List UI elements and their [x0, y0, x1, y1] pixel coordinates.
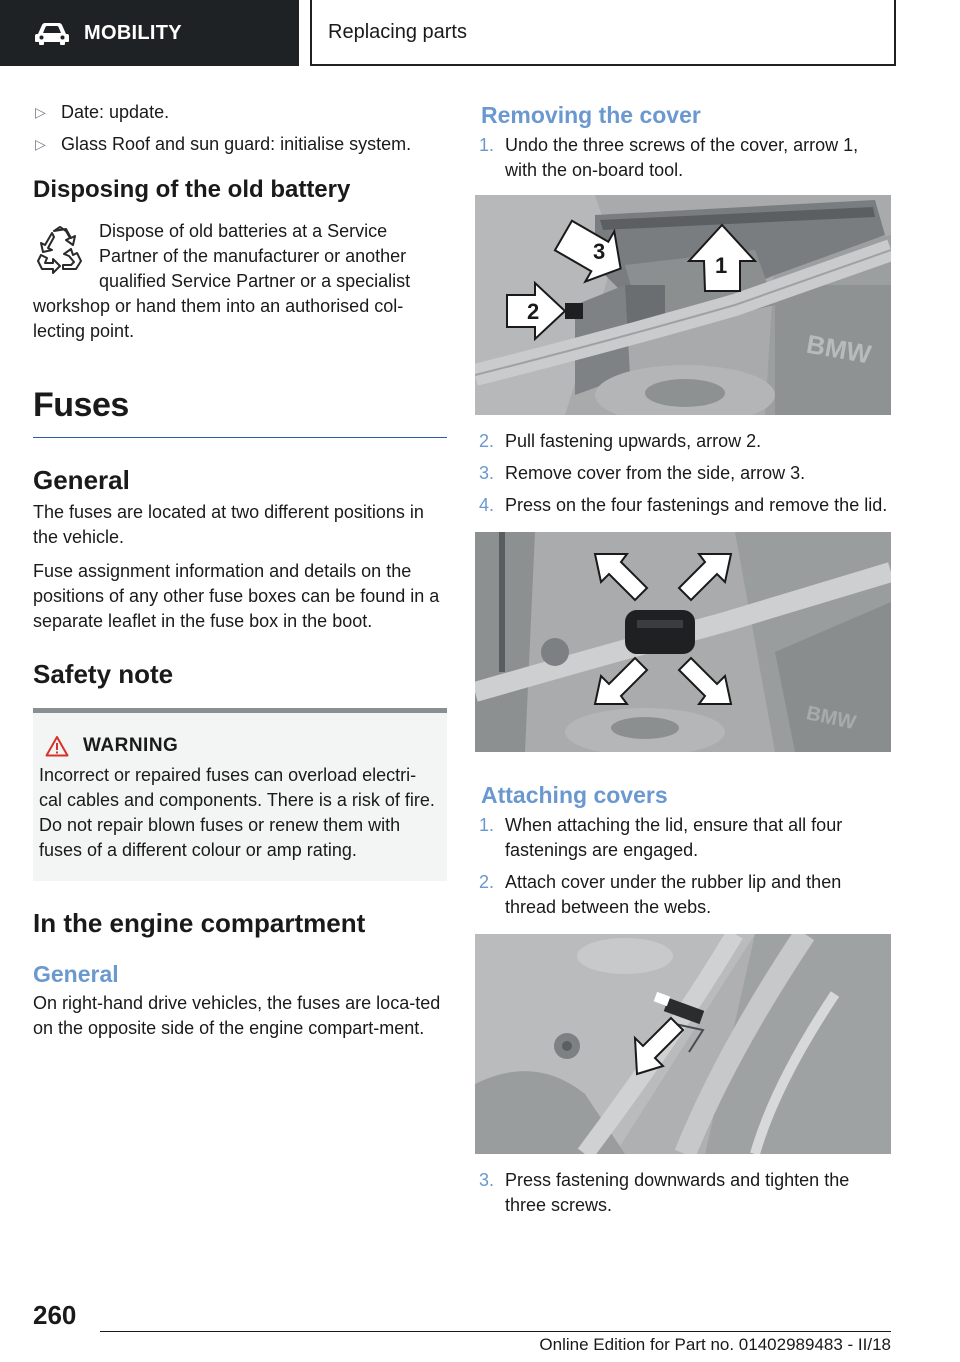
attaching-steps-final — [475, 1168, 891, 1218]
warning-triangle-icon — [45, 735, 69, 757]
photo-remove-cover — [475, 195, 891, 415]
list-item — [475, 870, 891, 920]
step-number: 1. — [479, 815, 495, 835]
step-number: 1. — [479, 135, 495, 155]
page-number: 260 — [33, 1300, 77, 1330]
step-number: 2. — [479, 872, 495, 892]
section-tab[interactable] — [0, 0, 299, 66]
list-item — [475, 1168, 891, 1218]
heading-divider — [33, 437, 447, 438]
step-text: Undo the three screws of the cover, arrow 1, with the on-board tool. — [505, 135, 859, 180]
step-text: Attach cover under the rubber lip and then thread between the webs. — [505, 872, 842, 917]
step-number: 3. — [479, 1170, 495, 1190]
step-text: Press fastening downwards and tighten the three screws. — [505, 1170, 850, 1215]
list-item — [33, 132, 447, 157]
left-column — [33, 100, 447, 1041]
removing-heading: Removing the cover — [481, 102, 701, 128]
warning-title — [45, 735, 439, 757]
arrow-label-2: 2 — [527, 299, 540, 324]
right-column — [475, 100, 891, 1225]
dispose-block — [33, 219, 447, 344]
edition-text: Online Edition for Part no. 01402989483 - II/18 — [539, 1335, 891, 1354]
step-number: 3. — [479, 463, 495, 483]
warning-text: Incorrect or repaired fuses can overload electri-cal cables and components. There is a risk of fire. Do not repair blown fuses or renew them with fuses of a different colour or amp rating. — [39, 765, 435, 860]
step-number: 4. — [479, 495, 495, 515]
step-text: Pull fastening upwards, arrow 2. — [505, 431, 762, 451]
warning-label: WARNING — [83, 735, 179, 756]
engine-general-text: On right-hand drive vehicles, the fuses are loca-ted on the opposite side of the engine compart-ment. — [33, 993, 441, 1038]
recycle-icon — [33, 223, 87, 277]
step-number: 2. — [479, 431, 495, 451]
car-icon — [34, 20, 70, 46]
chapter-tab[interactable] — [310, 0, 896, 66]
bullet-text: Date: update. — [61, 102, 170, 122]
dispose-text: Dispose of old batteries at a Service Partner of the manufacturer or another qualified Service Partner or a specialist workshop or hand them into an authorised col-lecting point. — [33, 221, 411, 341]
dispose-heading: Disposing of the old battery — [33, 176, 351, 203]
step-text: Remove cover from the side, arrow 3. — [505, 463, 806, 483]
photo-attach-cover — [475, 934, 891, 1154]
bullet-text: Glass Roof and sun guard: initialise system. — [61, 134, 412, 154]
attaching-steps — [475, 813, 891, 920]
list-item — [475, 813, 891, 863]
list-item — [475, 493, 891, 518]
list-item — [475, 133, 891, 183]
attaching-heading: Attaching covers — [481, 782, 668, 808]
engine-general-heading: General — [33, 961, 119, 987]
warning-box — [33, 708, 447, 881]
chapter-label: Replacing parts — [328, 20, 467, 43]
list-item — [475, 429, 891, 454]
removing-steps-b — [475, 429, 891, 518]
list-item — [33, 100, 447, 125]
footer-divider — [100, 1331, 891, 1332]
triangle-right-icon: ▷ — [35, 136, 46, 152]
arrow-label-3: 3 — [593, 239, 606, 264]
safety-heading: Safety note — [33, 659, 174, 689]
list-item — [475, 461, 891, 486]
fuses-heading: Fuses — [33, 386, 129, 424]
general-heading: General — [33, 465, 130, 495]
removing-steps-a — [475, 133, 891, 183]
photo-brand-mark-2: BMW — [804, 702, 858, 735]
general-paragraph-1: The fuses are located at two different positions in the vehicle. — [33, 502, 424, 547]
arrow-label-1: 1 — [715, 253, 728, 278]
page-header — [0, 0, 960, 66]
step-text: Press on the four fastenings and remove the lid. — [505, 495, 888, 515]
triangle-right-icon: ▷ — [35, 104, 46, 120]
general-paragraph-2: Fuse assignment information and details on the positions of any other fuse boxes can be found in a separate leaflet in the fuse box in the boot. — [33, 561, 440, 631]
step-text: When attaching the lid, ensure that all four fastenings are engaged. — [505, 815, 843, 860]
photo-press-fastenings — [475, 532, 891, 752]
section-label: MOBILITY — [84, 21, 182, 44]
bullet-list — [33, 100, 447, 157]
photo-brand-mark: BMW — [804, 328, 874, 370]
engine-heading: In the engine compartment — [33, 908, 366, 938]
